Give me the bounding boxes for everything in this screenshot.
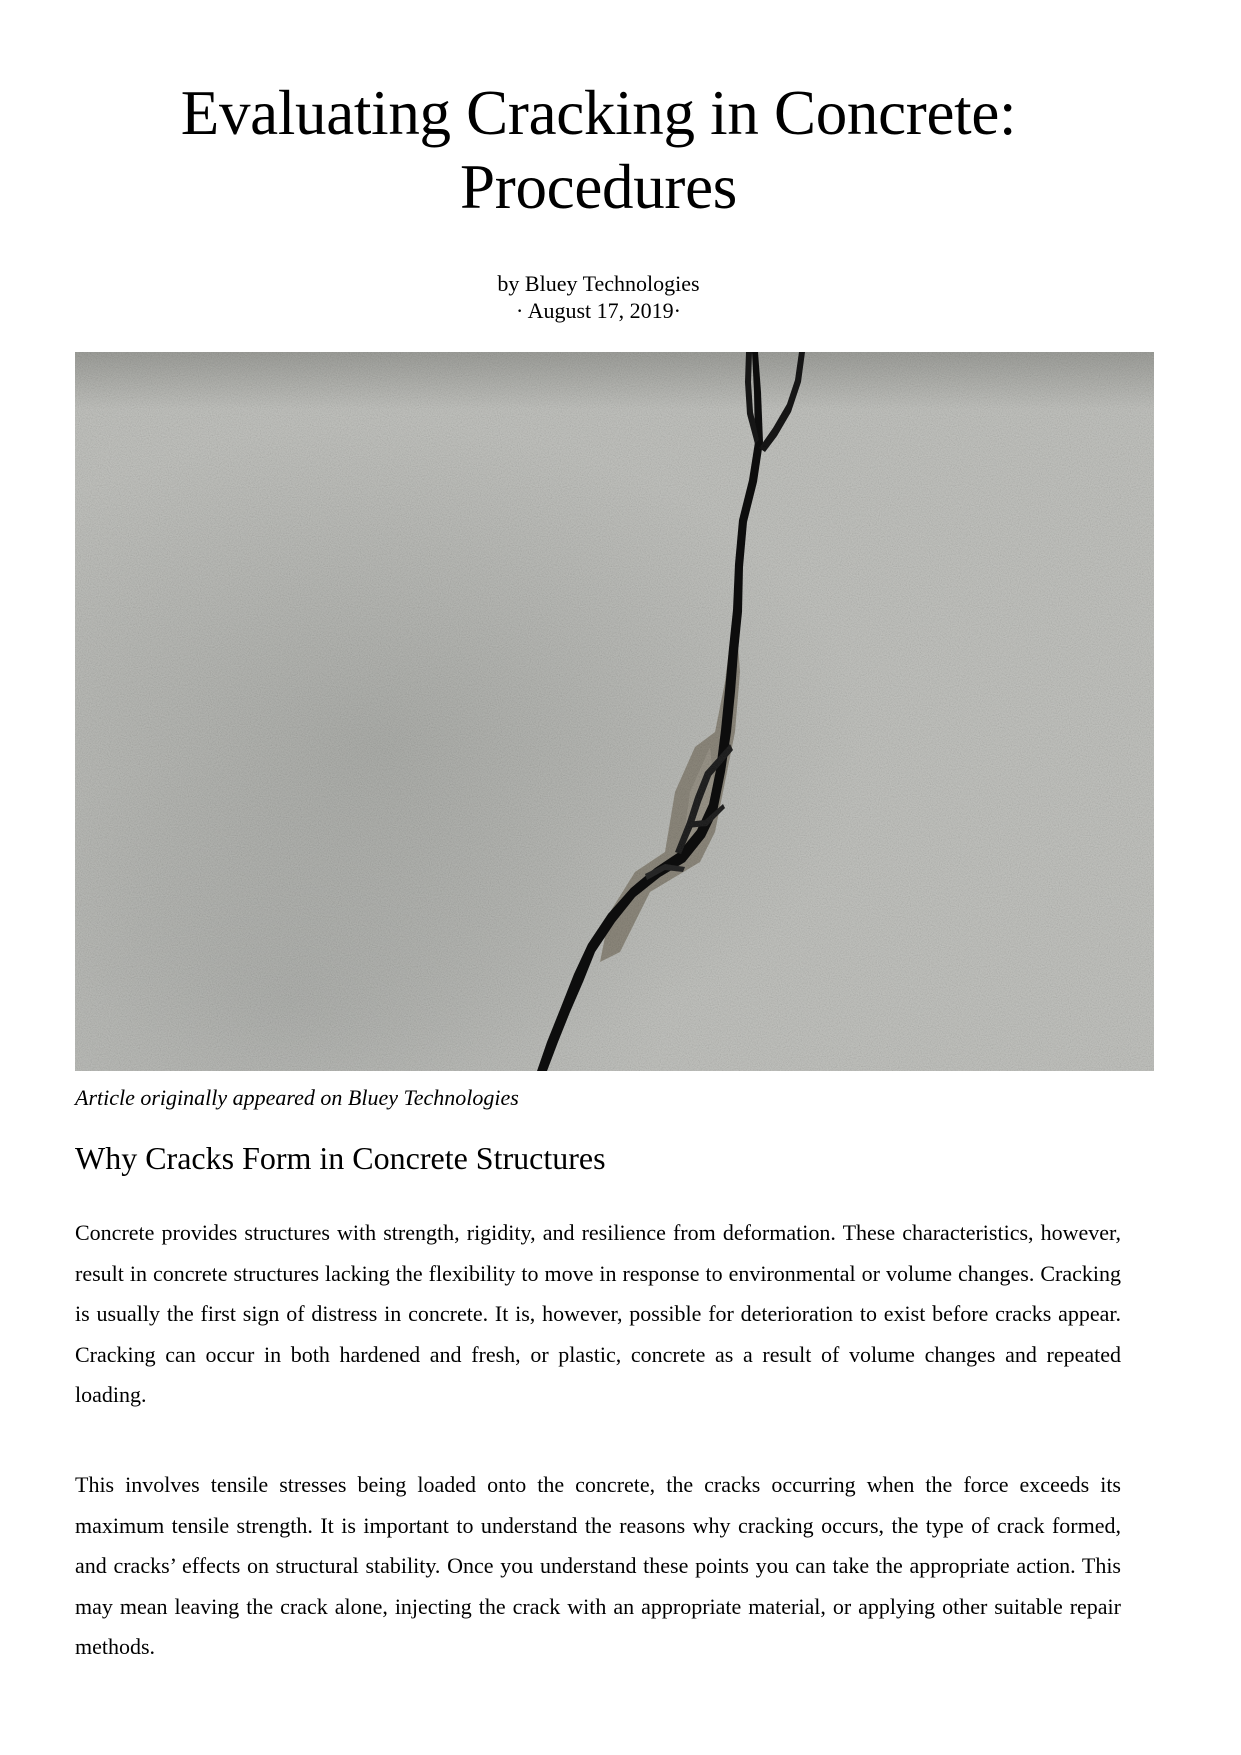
body-paragraph-2: This involves tensile stresses being loaded onto the concrete, the cracks occurring when the force exceeds its maximum tensile strength. It is important to understand the reasons why cracking occurs, the type of crack formed, and cracks’ effects on structural stability. Once you understand these points you can take the appropriate action. This may mean leaving the crack alone, injecting the crack with an appropriate material, or applying other suitable repair methods. [75, 1472, 1121, 1660]
section-heading: Why Cracks Form in Concrete Structures [75, 1140, 606, 1176]
publish-date: · August 17, 2019· [516, 298, 681, 323]
body-paragraph-1: Concrete provides structures with strength, rigidity, and resilience from deformation. These characteristics, however, result in concrete structures lacking the flexibility to move in response to environmental or volume changes. Cracking is usually the first sign of distress in concrete. It is, however, possible for deterioration to exist before cracks appear. Cracking can occur in both hardened and fresh, or plastic, concrete as a result of volume changes and repeated loading. [75, 1220, 1121, 1408]
image-caption: Article originally appeared on Bluey Technologies [75, 1085, 519, 1110]
article-byline [0, 270, 1197, 324]
article-title-line-2: Procedures [460, 152, 737, 222]
author-line: by Bluey Technologies [497, 271, 700, 296]
article-title-line-1: Evaluating Cracking in Concrete: [180, 78, 1017, 148]
cracked-concrete-photo [75, 352, 1154, 1071]
article-title [0, 76, 1197, 224]
hero-image [75, 352, 1154, 1071]
